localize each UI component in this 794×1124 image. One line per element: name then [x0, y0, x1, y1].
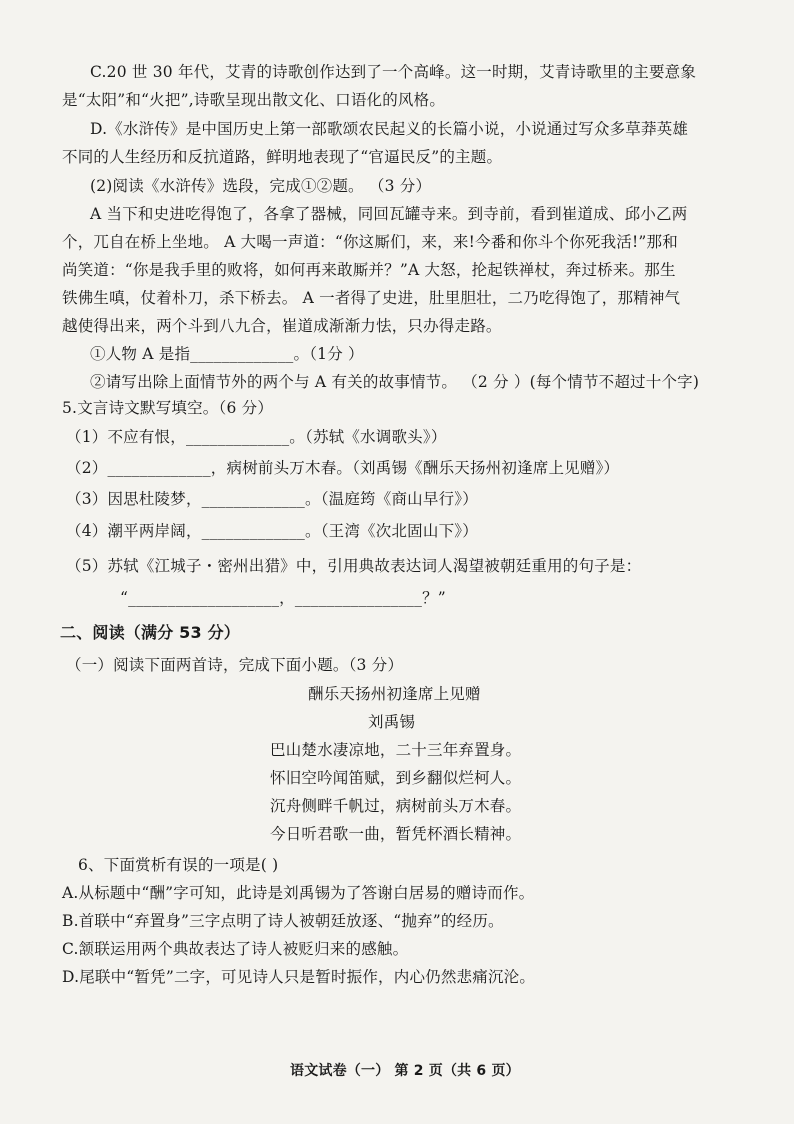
q4-part2-prompt: (2)阅读《水浒传》选段，完成①②题。 （3 分） [90, 177, 432, 195]
q5-item-5-blanks: “___________________，________________？” [120, 589, 446, 607]
poem-title: 酬乐天扬州初逢席上见赠 [308, 685, 481, 703]
q4-option-d-line2: 不同的人生经历和反抗道路，鲜明地表现了“官逼民反”的主题。 [62, 148, 503, 166]
q5-item-5: （5）苏轼《江城子・密州出猎》中，引用典故表达词人渴望被朝廷重用的句子是： [66, 557, 642, 575]
q5-item-2: （2）_____________，病树前头万木春。（刘禹锡《酬乐天扬州初逢席上见赠》） [66, 459, 620, 477]
q5-title: 5.文言诗文默写填空。（6 分） [62, 399, 274, 417]
q6-option-b: B.首联中“弃置身”三字点明了诗人被朝廷放逐、“抛弃”的经历。 [62, 912, 504, 930]
q4-option-d-line1: D.《水浒传》是中国历史上第一部歌颂农民起义的长篇小说，小说通过写众多草莽英雄 [90, 120, 689, 138]
poem-line: 怀旧空吟闻笛赋，到乡翻似烂柯人。 [270, 769, 522, 787]
q6-option-c: C.颔联运用两个典故表达了诗人被贬归来的感触。 [62, 940, 409, 958]
q5-item-4: （4）潮平两岸阔，_____________。（王湾《次北固山下》） [66, 522, 478, 540]
passage-line: 越使得出来，两个斗到八九合，崔道成渐渐力怯，只办得走路。 [62, 317, 502, 335]
poem-line: 沉舟侧畔千帆过，病树前头万木春。 [270, 797, 522, 815]
section2-title: 二、阅读（满分 53 分） [60, 623, 241, 642]
passage-line: A 当下和史进吃得饱了，各拿了器械，同回瓦罐寺来。到寺前，看到崔道成、邱小乙两 [90, 205, 688, 223]
q4-sub1: ①人物 A 是指_____________。（1分 ） [90, 345, 364, 363]
q6-option-d: D.尾联中“暂凭”二字，可见诗人只是暂时振作，内心仍然悲痛沉沦。 [62, 968, 536, 986]
q4-sub2: ②请写出除上面情节外的两个与 A 有关的故事情节。 （2 分 ）(每个情节不超过十个字) [90, 373, 700, 391]
q4-option-c-line2: 是“太阳”和“火把”,诗歌呈现出散文化、口语化的风格。 [62, 91, 446, 109]
q5-item-1: （1）不应有恨，_____________。（苏轼《水调歌头》） [66, 428, 447, 446]
poem-line: 巴山楚水凄凉地，二十三年弃置身。 [270, 741, 522, 759]
q6-question: 6、下面赏析有误的一项是( ) [78, 856, 279, 874]
passage-line: 尚笑道：“你是我手里的败将，如何再来敢厮并？”A 大怒，抡起铁禅杖，奔过桥来。那生 [62, 261, 676, 279]
passage-line: 铁佛生嗔，仗着朴刀，杀下桥去。 A 一者得了史进，肚里胆壮，二乃吃得饱了，那精神气 [62, 289, 681, 307]
page-footer: 语文试卷（一） 第 2 页（共 6 页） [290, 1063, 520, 1079]
q4-option-c-line1: C.20 世 30 年代，艾青的诗歌创作达到了一个高峰。这一时期，艾青诗歌里的主要意象 [90, 63, 697, 81]
passage-line: 个，兀自在桥上坐地。 A 大喝一声道：“你这厮们，来，来!今番和你斗个你死我活!”那和 [62, 233, 678, 251]
section2-subtitle: （一）阅读下面两首诗，完成下面小题。（3 分） [66, 656, 404, 674]
q5-item-3: （3）因思杜陵梦，_____________。（温庭筠《商山早行》） [66, 490, 478, 508]
poem-line: 今日听君歌一曲，暂凭杯酒长精神。 [270, 825, 522, 843]
poem-author: 刘禹锡 [368, 713, 416, 731]
q6-option-a: A.从标题中“酬”字可知，此诗是刘禹锡为了答谢白居易的赠诗而作。 [62, 884, 535, 902]
